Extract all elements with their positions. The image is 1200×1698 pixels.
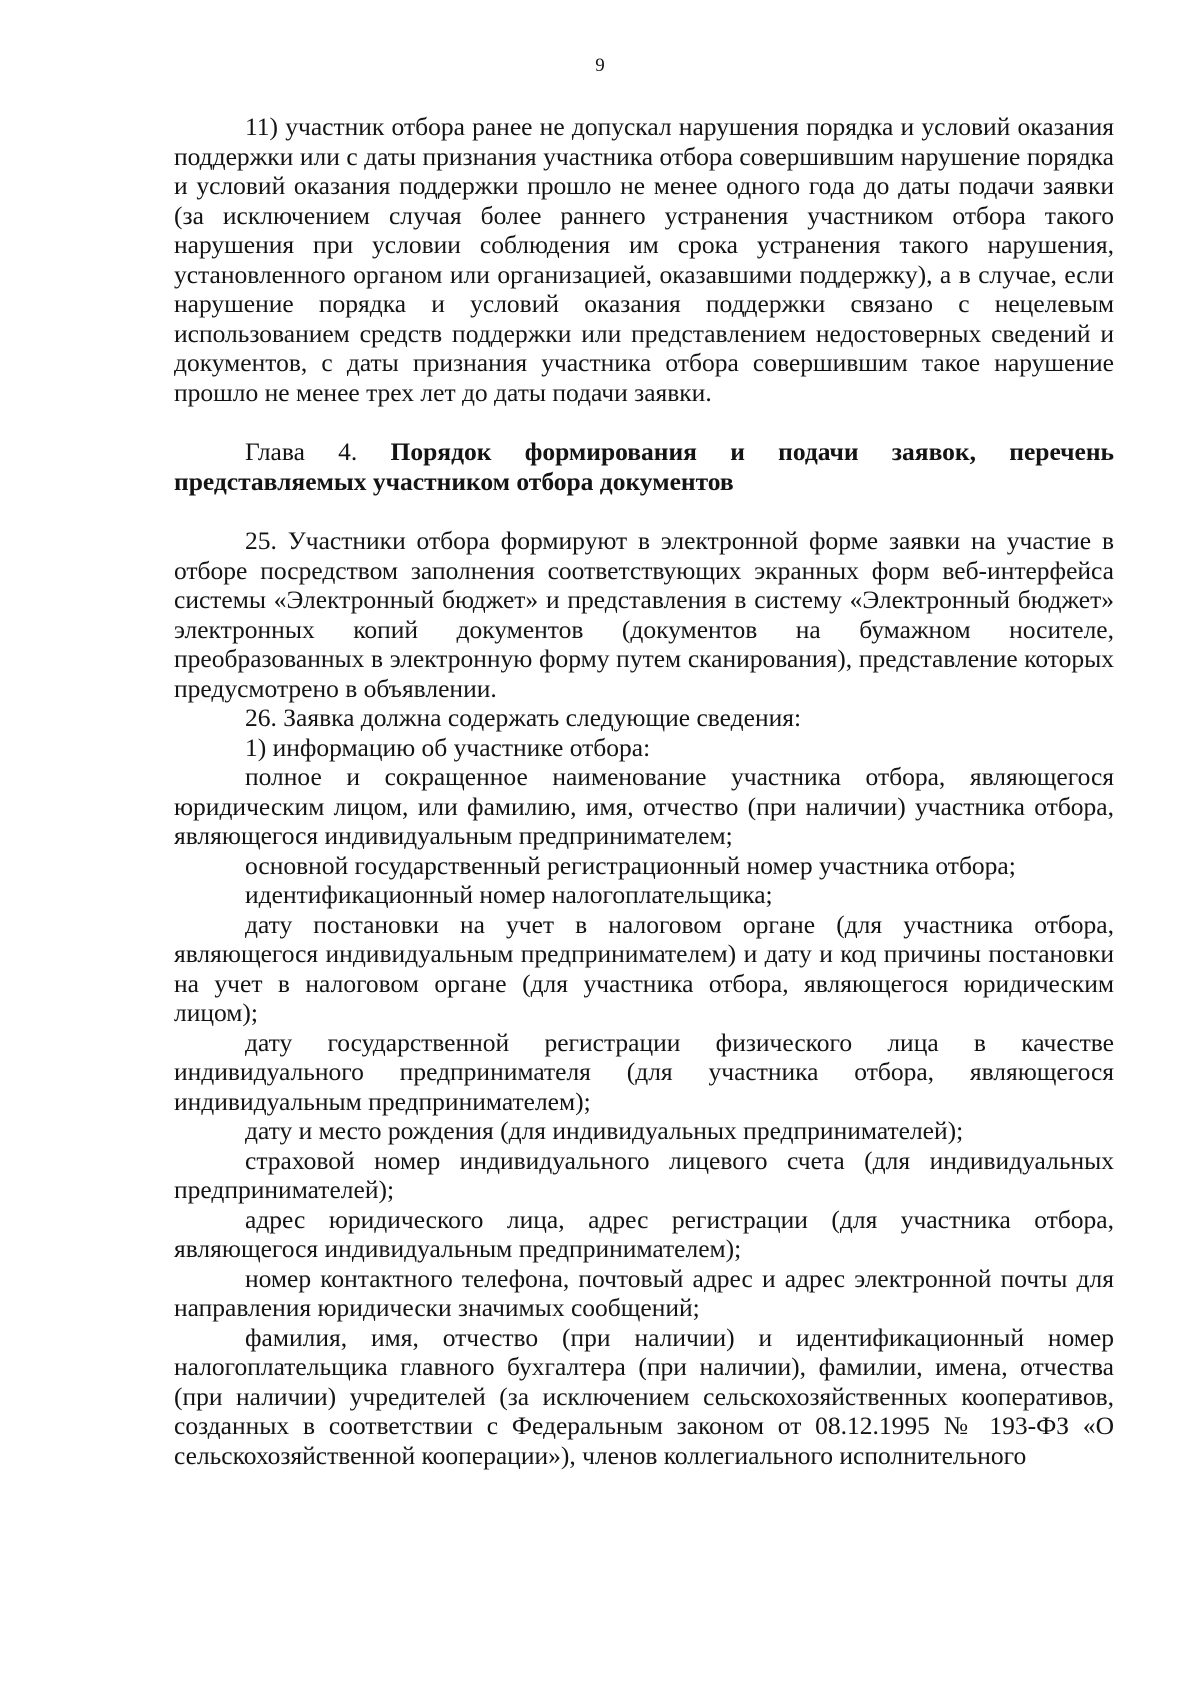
page-number: 9 xyxy=(595,55,605,76)
paragraph-25: 25. Участники отбора формируют в электронной форме заявки на участие в отборе посредством заполнения соответствующих экранных форм веб-интерфейса системы «Электронный бюджет» и представления в систему «Электронный бюджет» электронных копий документов (документов на бумажном носителе, преобразованных в электронную форму путем сканирования), представление которых предусмотрено в объявлении. xyxy=(174,526,1114,703)
clause-snils: страховой номер индивидуального лицевого счета (для индивидуальных предпринимателей); xyxy=(174,1145,1114,1204)
clause-address: адрес юридического лица, адрес регистрации (для участника отбора, являющегося индивидуальным предпринимателем); xyxy=(174,1204,1114,1263)
clause-contacts: номер контактного телефона, почтовый адрес и адрес электронной почты для направления юридически значимых сообщений; xyxy=(174,1263,1114,1322)
clause-birth: дату и место рождения (для индивидуальных предпринимателей); xyxy=(245,1116,964,1145)
paragraph-item-11: 11) участник отбора ранее не допускал нарушения порядка и условий оказания поддержки или с даты признания участника отбора совершившим нарушение порядка и условий оказания поддержки прошло не менее одного года до даты подачи заявки (за исключением случая более раннего устранения участником отбора такого нарушения при условии соблюдения им срока устранения такого нарушения, установленного органом или организацией, оказавшими поддержку), а в случае, если нарушение порядка и условий оказания поддержки связано с нецелевым использованием средств поддержки или представлением недостоверных сведений и документов, с даты признания участника отбора совершившим такое нарушение прошло не менее трех лет до даты подачи заявки. xyxy=(174,112,1114,407)
spacer xyxy=(174,496,1114,526)
clause-tax-registration: дату постановки на учет в налоговом органе (для участника отбора, являющегося индивидуальным предпринимателем) и дату и код причины постановки на учет в налоговом органе (для участника отбора, являющегося юридическим лицом); xyxy=(174,909,1114,1027)
chapter-number: Глава 4. xyxy=(245,437,391,466)
chapter-heading xyxy=(174,437,1114,496)
clause-persons: фамилия, имя, отчество (при наличии) и идентификационный номер налогоплательщика главного бухгалтера (при наличии), фамилии, имена, отчества (при наличии) учредителей (за исключением сельскохозяйственных кооперативов, созданных в соответствии с Федеральным законом от 08.12.1995 № 193-ФЗ «О сельскохозяйственной кооперации»), членов коллегиального исполнительного xyxy=(174,1322,1114,1470)
chapter-title: Порядок формирования и подачи заявок, перечень представляемых участником отбора документов xyxy=(174,437,1115,496)
clause-ogrn: основной государственный регистрационный номер участника отбора; xyxy=(245,850,1016,880)
clause-name: полное и сокращенное наименование участника отбора, являющегося юридическим лицом, или фамилию, имя, отчество (при наличии) участника отбора, являющегося индивидуальным предпринимателем; xyxy=(174,762,1114,850)
paragraph-26: 26. Заявка должна содержать следующие сведения: xyxy=(245,703,802,732)
clause-inn: идентификационный номер налогоплательщика; xyxy=(245,880,773,909)
document-body xyxy=(174,112,1114,1470)
clause-state-registration: дату государственной регистрации физического лица в качестве индивидуального предпринимателя (для участника отбора, являющегося индивидуальным предпринимателем); xyxy=(174,1027,1114,1116)
subitem-1: 1) информацию об участнике отбора: xyxy=(245,732,651,762)
spacer xyxy=(174,407,1114,437)
